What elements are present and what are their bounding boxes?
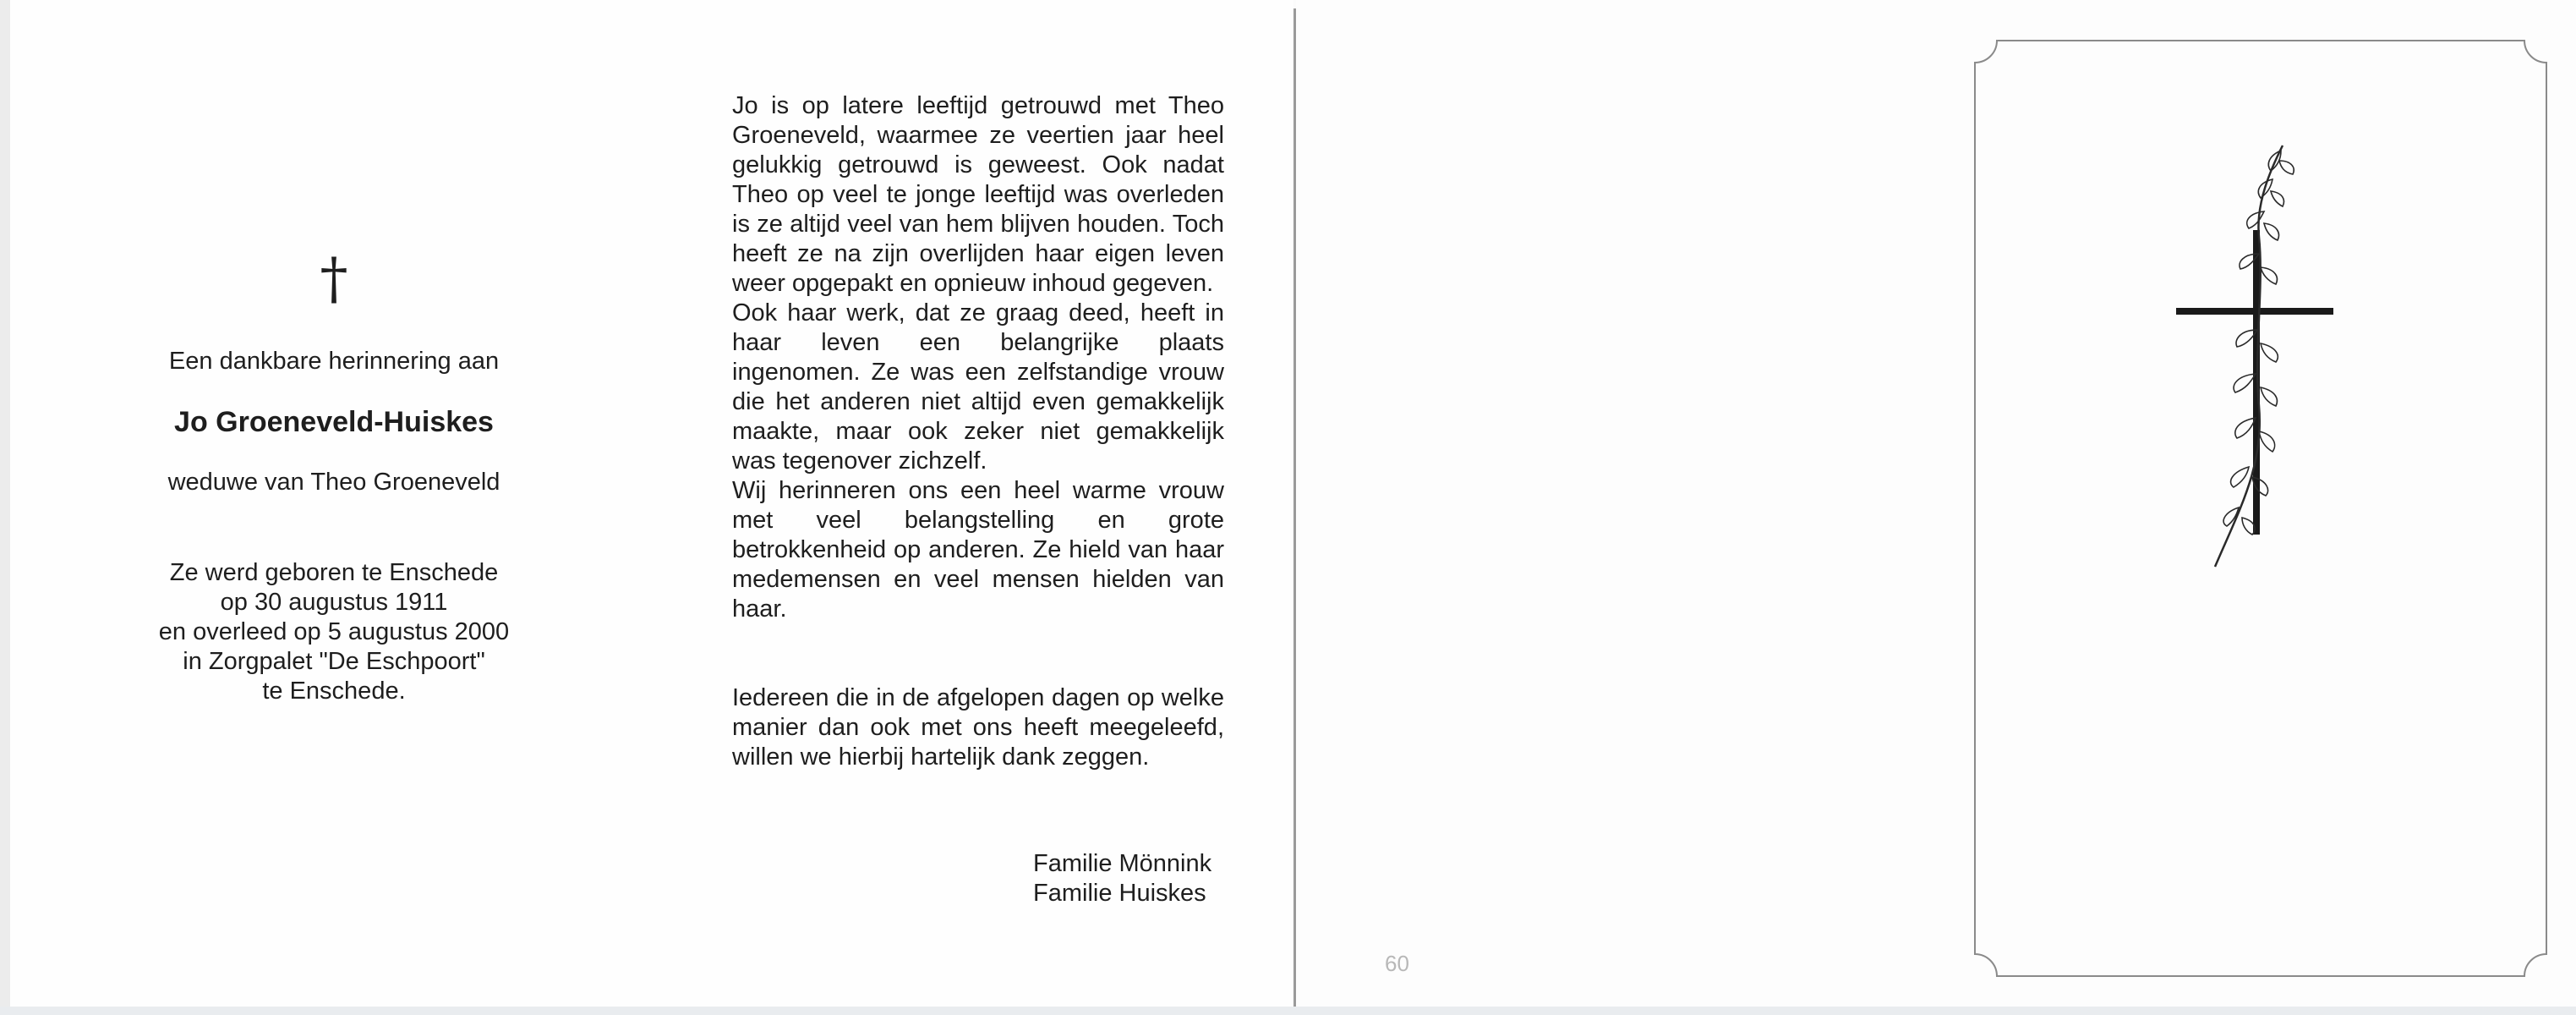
bio-line: en overleed op 5 augustus 2000 [158,618,510,645]
widow-of-line: weduwe van Theo Groeneveld [167,469,500,496]
memorial-paragraph: Jo is op latere leeftijd getrouwd met Theo Groeneveld, waarmee ze veertien jaar heel gelukkig getrouwd is geweest. Ook nadat Theo op veel te jonge leeftijd was overleden is ze altijd veel van hem blijven houden. Toch heeft ze na zijn overlijden haar eigen leven weer opgepakt en opnieuw inhoud gegeven. [732,92,1224,297]
paper-edge-left [0,0,10,1015]
signature-line: Familie Huiskes [1033,880,1206,907]
signature-line: Familie Mönnink [1033,850,1212,877]
palm-cross-icon [2164,135,2350,575]
page-number: 60 [1385,951,1409,976]
memorial-intro: Een dankbare herinnering aan [168,348,500,375]
card-fold-line [1293,8,1296,1007]
bio-line: te Enschede. [262,678,406,705]
bio-line: op 30 augustus 1911 [220,589,448,616]
deceased-name: Jo Groeneveld-Huiskes [174,406,494,438]
memorial-text-column [732,91,1224,772]
memorial-paragraph: Wij herinneren ons een heel warme vrouw met veel belangstelling en grote betrokkenheid op anderen. Ze hield van haar medemensen en veel mensen hielden van haar. [732,477,1224,623]
cross-icon: † [320,246,348,311]
memorial-paragraph: Ook haar werk, dat ze graag deed, heeft in haar leven een belangrijke plaats ingenomen. Ze was een zelfstandige vrouw die het anderen niet altijd even gemakkelijk maakte, maar ook zeker niet gemakkelijk was tegenover zichzelf. [732,299,1224,475]
birth-death-details [110,558,558,706]
bio-line: in Zorgpalet "De Eschpoort" [183,648,485,675]
bio-line: Ze werd geboren te Enschede [169,559,499,586]
paper-edge-bottom [0,1007,2576,1015]
thank-you-paragraph: Iedereen die in de afgelopen dagen op welke manier dan ook met ons heeft meegeleefd, willen we hierbij hartelijk dank zeggen. [732,684,1224,771]
family-signatures [1033,849,1211,908]
memorial-intro-column [110,245,558,706]
